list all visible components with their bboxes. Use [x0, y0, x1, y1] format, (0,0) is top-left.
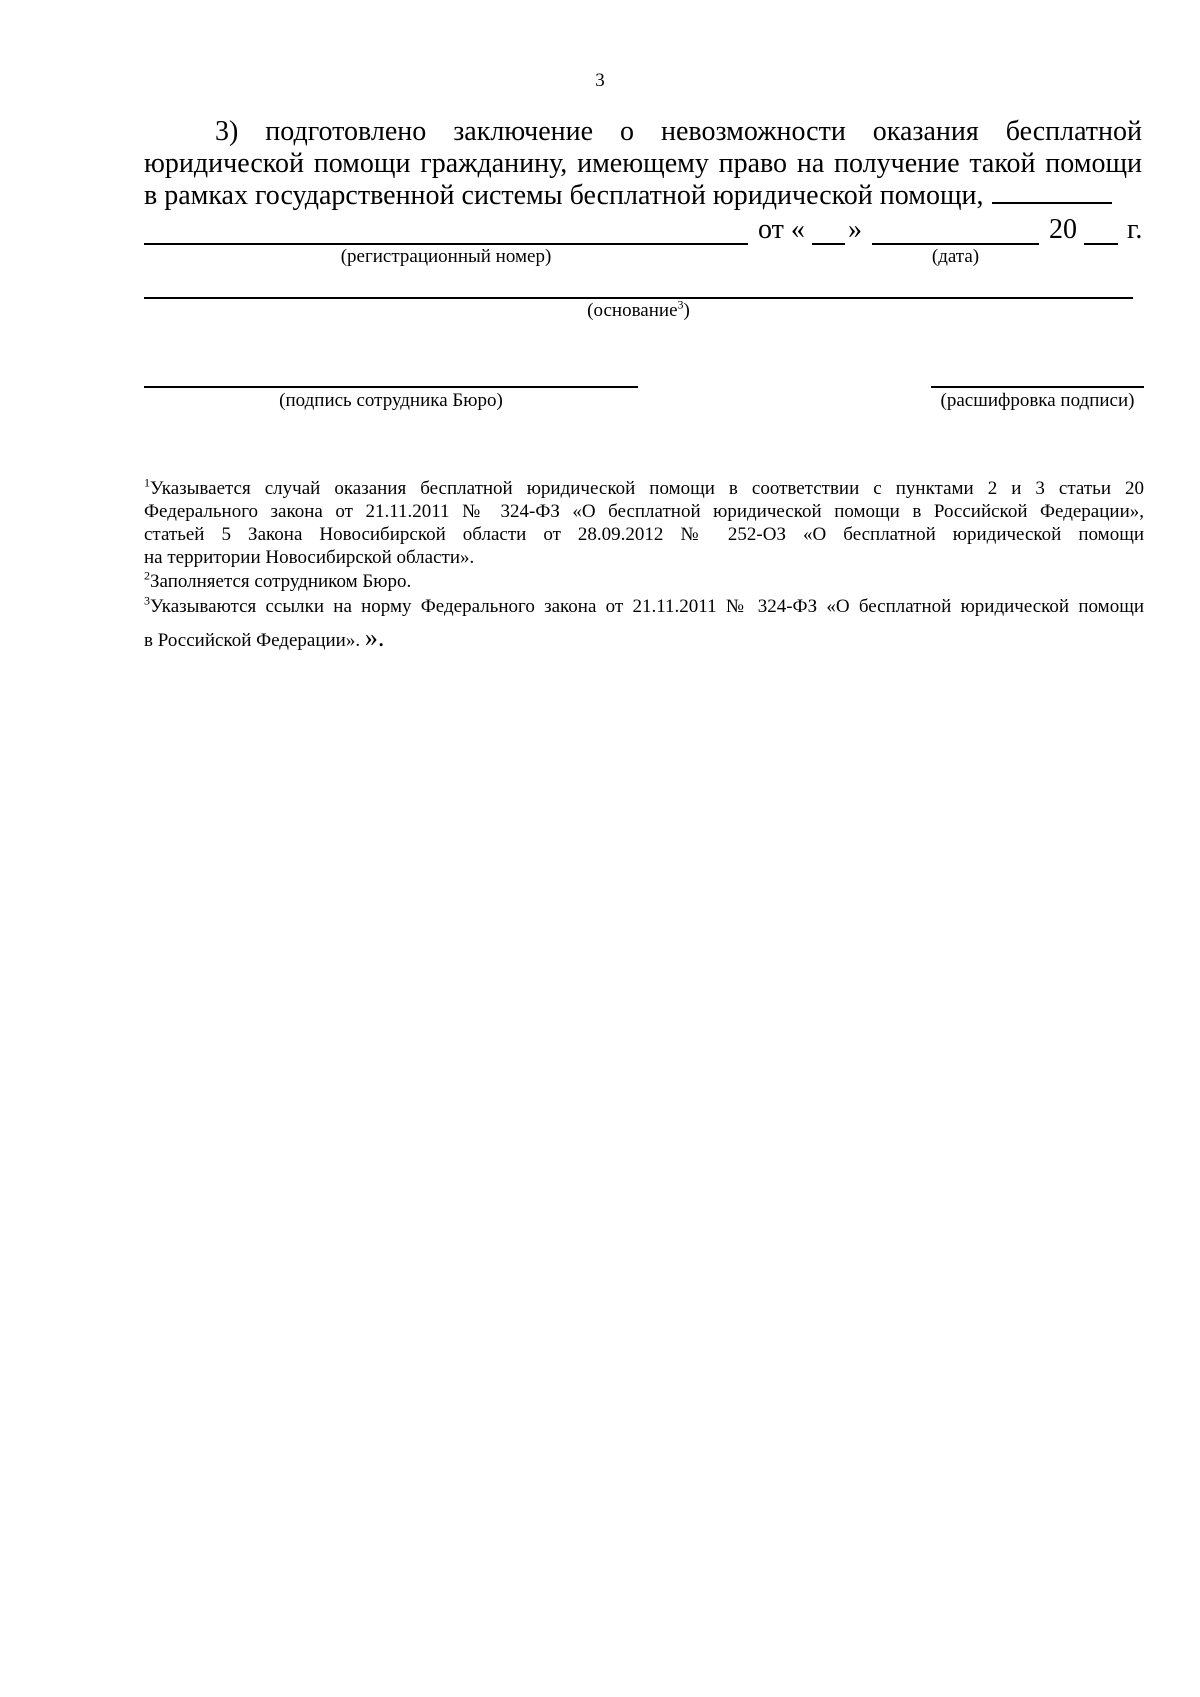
paragraph-line-3 [144, 180, 1142, 212]
basis-caption-close: ) [683, 300, 690, 321]
reg-number-caption: (регистрационный номер) [340, 246, 552, 267]
fill-line-after-paragraph[interactable] [992, 180, 1112, 204]
footnote-1-line-3: статьей 5 Закона Новосибирской области от 28.09.2012 № 252-ОЗ «О бесплатной юридической помощи [144, 524, 1144, 545]
signature-fill-line[interactable] [144, 386, 638, 388]
decryption-fill-line[interactable] [931, 386, 1144, 388]
paragraph-line-2: юридической помощи гражданину, имеющему право на получение такой помощи [144, 148, 1142, 179]
footnote-1-text-1: Указывается случай оказания бесплатной юридической помощи в соответствии с пунктами 2 и 3 статьи 20 [150, 478, 1144, 499]
footnote-3-text-2: в Российской Федерации». [144, 630, 361, 651]
footnote-1-line-1 [144, 477, 1144, 500]
footnote-3-line-1 [144, 595, 1144, 618]
decryption-caption: (расшифровка подписи) [940, 390, 1135, 411]
basis-fill-line[interactable] [144, 297, 1133, 299]
date-caption: (дата) [931, 246, 980, 267]
year-suffix: г. [1127, 214, 1143, 245]
footnote-3-text-1: Указываются ссылки на норму Федерального закона от 21.11.2011 № 324-ФЗ «О бесплатной юридической помощи [150, 596, 1144, 617]
footnote-1-line-2: Федерального закона от 21.11.2011 № 324-ФЗ «О бесплатной юридической помощи в Российской Федерации», [144, 501, 1144, 522]
signature-caption: (подпись сотрудника Бюро) [279, 390, 503, 411]
footnote-2-marker: 2 [144, 568, 150, 583]
date-close-quote: » [848, 214, 862, 245]
reg-number-fill-line[interactable] [144, 243, 748, 245]
month-fill-line[interactable] [872, 243, 1039, 245]
year-prefix: 20 [1049, 214, 1077, 245]
closing-quote: ». [364, 623, 385, 652]
footnote-1-marker: 1 [144, 475, 150, 490]
footnote-3 [144, 595, 1144, 652]
date-open-quote: от « [758, 214, 805, 245]
day-fill-line[interactable] [812, 243, 845, 245]
paragraph-line-1: 3) подготовлено заключение о невозможности оказания бесплатной [215, 116, 1142, 147]
paragraph-line-3-text: в рамках государственной системы бесплатной юридической помощи, [144, 180, 984, 211]
footnote-1-line-4: на территории Новосибирской области». [144, 547, 475, 568]
basis-caption [144, 297, 1133, 322]
footnote-3-line-2 [144, 623, 1144, 652]
footnote-2-text: Заполняется сотрудником Бюро. [150, 571, 412, 592]
page-number: 3 [595, 70, 605, 91]
footnote-1 [144, 477, 1144, 569]
main-paragraph [144, 116, 1142, 212]
basis-caption-text: (основание [587, 300, 678, 321]
basis-footnote-ref: 3 [677, 297, 684, 312]
year-fill-line[interactable] [1084, 243, 1118, 245]
footnote-3-marker: 3 [144, 593, 150, 608]
footnote-2 [144, 570, 1144, 593]
